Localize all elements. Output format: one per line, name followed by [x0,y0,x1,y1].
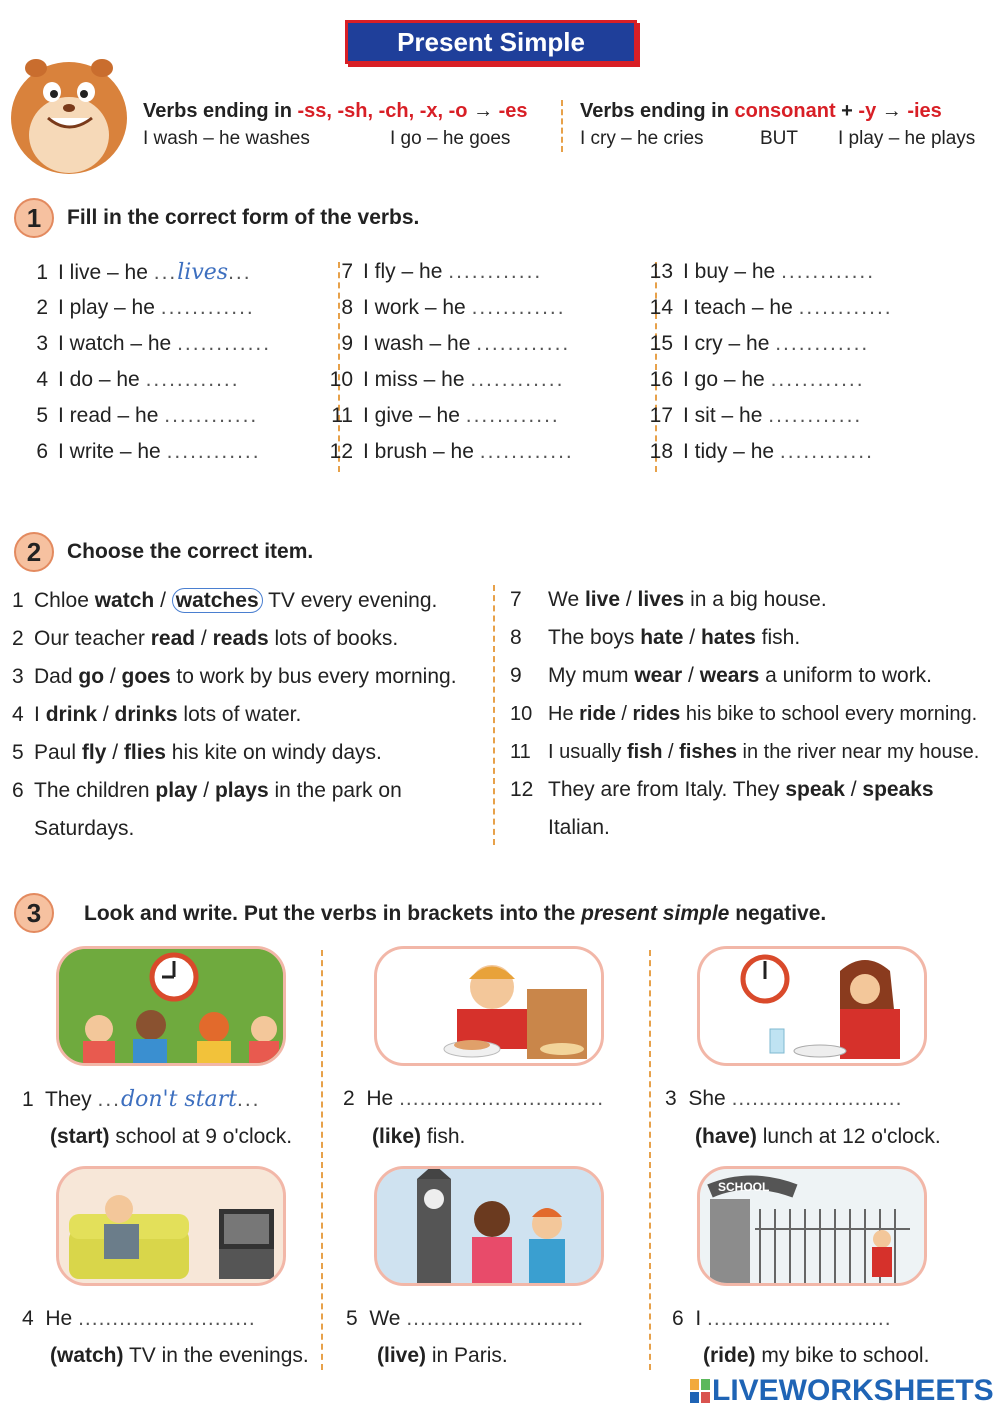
rule-but: BUT [760,128,798,149]
ex3-item-3-prompt: (have) lunch at 12 o'clock. [695,1125,941,1148]
list-item[interactable]: 2 I play – he ............ [36,296,255,319]
list-item[interactable]: 8 I work – he ............ [341,296,566,319]
answer-input[interactable]: don't start [121,1087,238,1112]
liveworksheets-logo-icon [690,1379,710,1403]
ex1-column-3 [645,260,945,476]
ex2-column-2 [510,581,995,847]
ex1-column-2 [325,260,625,476]
list-item[interactable]: 13 I buy – he ............ [649,260,876,283]
list-item[interactable]: 17 I sit – he ............ [649,404,863,427]
option-b[interactable]: reads [212,627,269,650]
list-item: 2 Our teacher read / reads lots of books. [12,627,399,650]
list-item: 10 He ride / rides his bike to school every morning. [510,703,978,725]
option-a[interactable]: speak [785,778,845,801]
liveworksheets-logo: LIVEWORKSHEETS [690,1374,994,1408]
list-item[interactable]: 7 I fly – he ............ [341,260,543,283]
picture-woman-lunch [697,946,927,1066]
option-b[interactable]: plays [214,779,269,802]
ex3-item-4-prompt: (watch) TV in the evenings. [50,1344,309,1367]
ex3-item-1-line: 1 They ...don't start... [22,1087,261,1112]
option-a[interactable]: hate [640,626,684,649]
option-b[interactable]: flies [123,741,166,764]
list-item: 8 The boys hate / hates fish. [510,626,801,649]
list-item: 4 I drink / drinks lots of water. [12,703,302,726]
option-b[interactable]: wears [699,664,760,687]
section-2-number: 2 [14,532,54,572]
option-b[interactable]: lives [637,588,685,611]
rule-divider [561,100,563,152]
list-item[interactable]: 5 I read – he ............ [36,404,259,427]
section-2-title: Choose the correct item. [67,540,314,563]
option-b[interactable]: fishes [679,741,737,763]
list-item: 5 Paul fly / flies his kite on windy days. [12,741,382,764]
list-item: 3 Dad go / goes to work by bus every morning. [12,665,457,688]
option-a[interactable]: play [155,779,198,802]
option-b[interactable]: goes [121,665,171,688]
rule-ies-example-1: I cry – he cries [580,128,704,149]
rule-es-example-2: I go – he goes [390,128,511,149]
list-item: 1 I live – he ...lives... [36,260,252,285]
picture-boy-fish [374,946,604,1066]
rule-es-title: Verbs ending in -ss, -sh, -ch, -x, -o → -es [143,100,528,122]
ex3-divider-1 [321,950,323,1370]
list-item[interactable]: 11 I give – he ............ [331,404,560,427]
list-item[interactable]: 6 I write – he ............ [36,440,261,463]
list-item[interactable]: 9 I wash – he ............ [341,332,571,355]
ex3-item-2-line[interactable]: 2 He .............................. [343,1087,605,1110]
page-title: Present Simple [345,20,637,64]
ex2-divider [493,585,495,845]
option-a[interactable]: go [78,665,105,688]
list-item[interactable]: 16 I go – he ............ [649,368,865,391]
answer-input[interactable]: lives [177,260,229,285]
ex1-column-1 [20,260,320,476]
picture-children-clock [56,946,286,1066]
section-3-title: Look and write. Put the verbs in brackets into the present simple negative. [84,902,827,925]
list-item: 11 I usually fish / fishes in the river near my house. [510,741,980,763]
ex3-item-5-line[interactable]: 5 We .......................... [346,1307,585,1330]
ex3-divider-2 [649,950,651,1370]
list-item[interactable]: 15 I cry – he ............ [649,332,870,355]
option-b-selected[interactable]: watches [172,588,263,613]
ex3-item-4-line[interactable]: 4 He .......................... [22,1307,256,1330]
ex3-item-5-prompt: (live) in Paris. [377,1344,508,1367]
option-a[interactable]: read [150,627,196,650]
section-3-number: 3 [14,893,54,933]
list-item[interactable]: 10 I miss – he ............ [329,368,565,391]
list-item[interactable]: 3 I watch – he ............ [36,332,272,355]
rule-ies-title: Verbs ending in consonant + -y → -ies [580,100,942,122]
rule-es-example-1: I wash – he washes [143,128,310,149]
ex3-item-6-prompt: (ride) my bike to school. [703,1344,930,1367]
ex3-item-6-line[interactable]: 6 I ........................... [672,1307,892,1330]
school-sign: SCHOOL [718,1180,770,1194]
option-a[interactable]: fish [626,741,663,763]
option-a[interactable]: fly [81,741,107,764]
list-item: 12 They are from Italy. They speak / speaks Italian. [510,778,934,839]
hamster-mascot-icon [6,40,132,176]
option-a[interactable]: ride [579,703,616,725]
list-item[interactable]: 18 I tidy – he ............ [649,440,874,463]
option-b[interactable]: drinks [114,703,178,726]
ex3-item-2-prompt: (like) fish. [372,1125,466,1148]
picture-school-gate [697,1166,927,1286]
list-item: 9 My mum wear / wears a uniform to work. [510,664,933,687]
list-item: 7 We live / lives in a big house. [510,588,827,611]
list-item[interactable]: 12 I brush – he ............ [329,440,574,463]
option-b[interactable]: hates [700,626,756,649]
list-item[interactable]: 14 I teach – he ............ [649,296,893,319]
option-a[interactable]: watch [94,589,155,612]
option-a[interactable]: drink [45,703,98,726]
ex3-item-1-prompt: (start) school at 9 o'clock. [50,1125,293,1148]
section-1-number: 1 [14,198,54,238]
list-item[interactable]: 4 I do – he ............ [36,368,240,391]
ex2-column-1 [12,582,492,848]
option-a[interactable]: live [584,588,620,611]
ex3-item-3-line[interactable]: 3 She ......................... [665,1087,903,1110]
option-b[interactable]: speaks [862,778,934,801]
picture-big-ben-children [374,1166,604,1286]
section-1-title: Fill in the correct form of the verbs. [67,206,420,229]
rule-ies-example-2: I play – he plays [838,128,976,149]
list-item: 1 Chloe watch / watches TV every evening. [12,589,438,612]
option-a[interactable]: wear [634,664,683,687]
option-b[interactable]: rides [632,703,681,725]
picture-man-sofa [56,1166,286,1286]
list-item: 6 The children play / plays in the park on Saturdays. [12,779,402,840]
